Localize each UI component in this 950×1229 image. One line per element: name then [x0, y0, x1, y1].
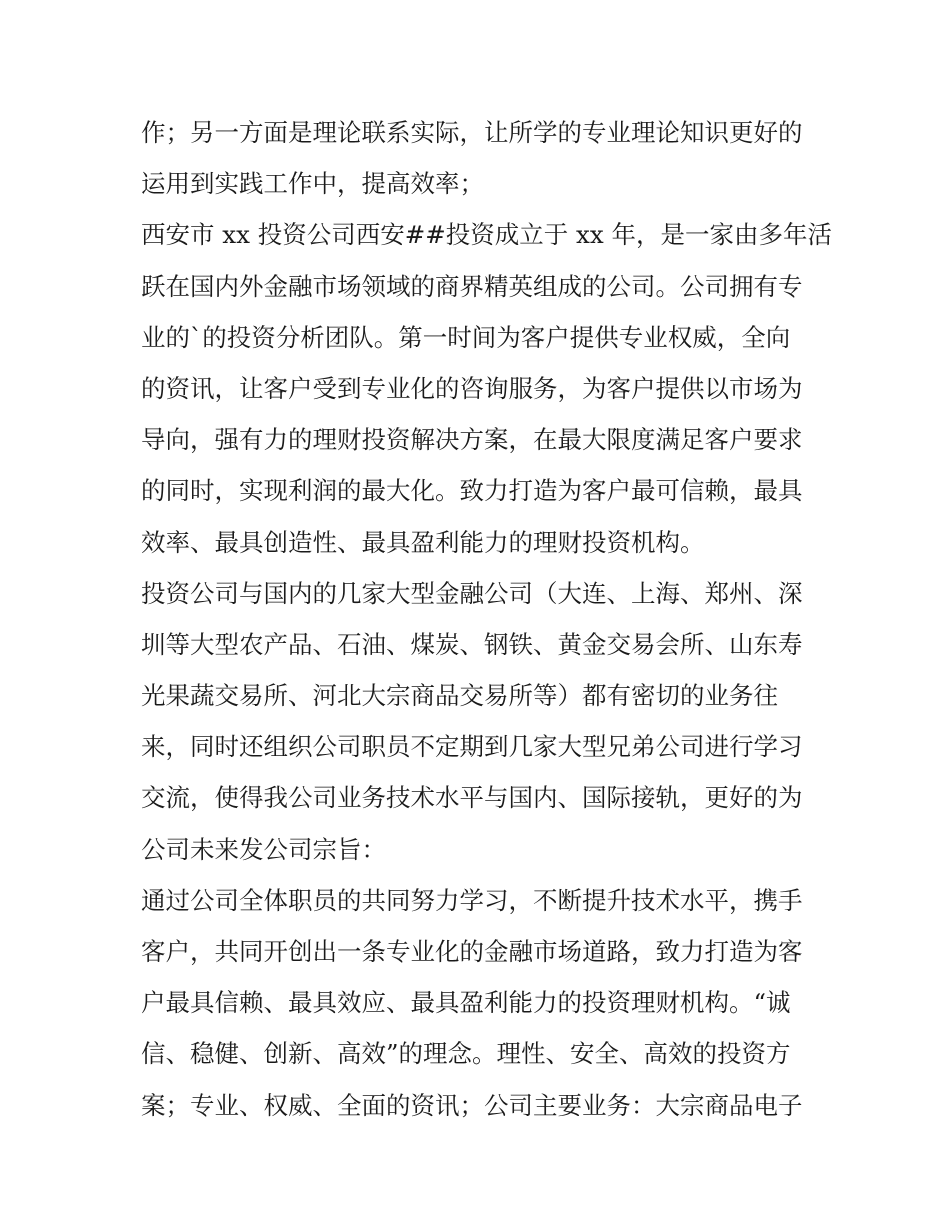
text-line: 跃在国内外金融市场领域的商界精英组成的公司。公司拥有专: [141, 271, 803, 301]
text-line: 光果蔬交易所、河北大宗商品交易所等）都有密切的业务往: [141, 681, 778, 711]
text-line: 业的`的投资分析团队。第一时间为客户提供专业权威，全向: [141, 322, 791, 352]
text-line: 西安市 xx 投资公司西安##投资成立于 xx 年，是一家由多年活: [141, 220, 832, 250]
text-line: 信、稳健、创新、高效”的理念。理性、安全、高效的投资方: [141, 1039, 791, 1069]
text-line: 效率、最具创造性、最具盈利能力的理财投资机构。: [141, 527, 705, 557]
text-line: 通过公司全体职员的共同努力学习，不断提升技术水平，携手: [141, 885, 803, 915]
text-line: 导向，强有力的理财投资解决方案，在最大限度满足客户要求: [141, 425, 803, 455]
text-line: 案；专业、权威、全面的资讯；公司主要业务：大宗商品电子: [141, 1090, 803, 1120]
text-line: 户最具信赖、最具效应、最具盈利能力的投资理财机构。“诚: [141, 988, 791, 1018]
text-line: 的同时，实现利润的最大化。致力打造为客户最可信赖，最具: [141, 476, 803, 506]
text-line: 作；另一方面是理论联系实际，让所学的专业理论知识更好的: [141, 118, 803, 147]
text-line: 交流，使得我公司业务技术水平与国内、国际接轨，更好的为: [141, 783, 803, 813]
text-line: 来，同时还组织公司职员不定期到几家大型兄弟公司进行学习: [141, 732, 803, 762]
text-line: 公司未来发公司宗旨：: [141, 834, 386, 864]
body-text: [141, 107, 832, 1131]
text-line: 圳等大型农产品、石油、煤炭、钢铁、黄金交易会所、山东寿: [141, 629, 803, 659]
text-line: 运用到实践工作中，提高效率；: [141, 169, 484, 199]
text-line: 客户，共同开创出一条专业化的金融市场道路，致力打造为客: [141, 937, 803, 966]
text-line: 投资公司与国内的几家大型金融公司（大连、上海、郑州、深: [141, 578, 803, 608]
text-line: 的资讯，让客户受到专业化的咨询服务，为客户提供以市场为: [141, 373, 803, 403]
